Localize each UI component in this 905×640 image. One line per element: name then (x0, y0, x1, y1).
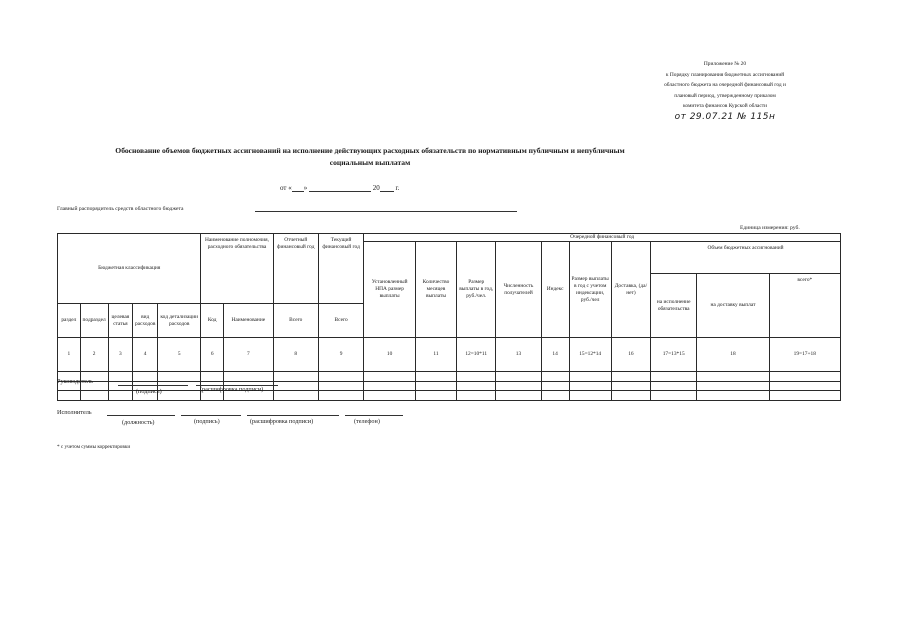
column-number: 4 (133, 338, 158, 372)
header-name: Наименование (224, 304, 274, 338)
header-index: Индекс (541, 242, 569, 338)
column-number: 10 (364, 338, 416, 372)
table-row (58, 372, 841, 382)
header-delivery: Доставка, (да/нет) (611, 242, 650, 338)
header-current-year: Текущий финансовый год (318, 234, 363, 304)
executor-phone-caption: (телефон) (354, 418, 380, 425)
column-number: 1 (58, 338, 81, 372)
column-number: 8 (273, 338, 318, 372)
table-cell[interactable] (415, 391, 456, 401)
unit-label: Единица измерения: руб. (740, 225, 800, 231)
table-header-row (58, 234, 841, 242)
date-suffix: г. (395, 184, 400, 192)
executor-phone-field[interactable] (345, 415, 403, 416)
table-cell[interactable] (697, 381, 769, 391)
column-number: 3 (108, 338, 133, 372)
table-cell[interactable] (769, 372, 840, 382)
table-cell[interactable] (364, 391, 416, 401)
header-payment-year: Размер выплаты в год, руб./чел. (457, 242, 496, 338)
table-cell[interactable] (611, 372, 650, 382)
header-obligation: Наименование полномочия, расходного обязательства (201, 234, 273, 304)
table-cell[interactable] (651, 381, 697, 391)
header-total-alloc: всего* (769, 274, 840, 338)
table-cell[interactable] (541, 372, 569, 382)
header-target: целевая статья (108, 304, 133, 338)
executor-sign-caption: (подпись) (194, 418, 220, 425)
column-number: 17=13*15 (651, 338, 697, 372)
header-total-current: Всего (318, 304, 363, 338)
executor-decode-field[interactable] (247, 415, 339, 416)
executor-position-field[interactable] (107, 415, 175, 416)
table-cell[interactable] (769, 381, 840, 391)
table-cell[interactable] (611, 381, 650, 391)
table-cell[interactable] (273, 391, 318, 401)
header-months: Количество месяцев выплаты (415, 242, 456, 338)
table-cell[interactable] (108, 391, 133, 401)
table-cell[interactable] (273, 381, 318, 391)
column-number: 7 (224, 338, 274, 372)
table-cell[interactable] (201, 372, 224, 382)
document-title: Обоснование объемов бюджетных ассигнований на исполнение действующих расходных обязательств по нормативным публичным и непубличным социальным выплатам (115, 146, 625, 167)
date-day-blank[interactable] (292, 183, 304, 192)
head-sign-field[interactable] (118, 385, 188, 386)
column-number: 2 (80, 338, 108, 372)
header-report-year: Отчетный финансовый год (273, 234, 318, 304)
table-row (58, 391, 841, 401)
column-number: 14 (541, 338, 569, 372)
table-cell[interactable] (318, 381, 363, 391)
head-decode-caption: (расшифровка подписи) (200, 386, 264, 393)
table-cell[interactable] (415, 372, 456, 382)
header-for-delivery: на доставку выплат (697, 274, 769, 338)
table-cell[interactable] (364, 372, 416, 382)
table-cell[interactable] (224, 372, 274, 382)
column-number: 12=10*11 (457, 338, 496, 372)
table-cell[interactable] (651, 391, 697, 401)
executor-sign-field[interactable] (181, 415, 241, 416)
header-for-obligation: на исполнение обязательства (651, 274, 697, 338)
appendix-line: комитета финансов Курской области (683, 103, 767, 110)
footnote: * с учетом суммы корректировки (57, 444, 131, 450)
table-cell[interactable] (364, 381, 416, 391)
executor-decode-caption: (расшифровка подписи) (250, 418, 314, 425)
date-month-blank[interactable] (309, 183, 371, 192)
header-exp-type: вид расходов (133, 304, 158, 338)
table-cell[interactable] (769, 391, 840, 401)
table-cell[interactable] (80, 391, 108, 401)
column-number: 13 (496, 338, 541, 372)
table-cell[interactable] (318, 372, 363, 382)
appendix-line: к Порядку планирования бюджетных ассигнований (665, 71, 785, 78)
head-label: Руководитель (57, 378, 93, 385)
column-number: 19=17+18 (769, 338, 840, 372)
table-cell[interactable] (457, 381, 496, 391)
executor-label: Исполнитель (57, 409, 92, 416)
appendix-line: Приложение № 20 (703, 61, 747, 67)
table-cell[interactable] (158, 391, 201, 401)
column-number: 15=12*14 (569, 338, 611, 372)
table-cell[interactable] (158, 372, 201, 382)
table-cell[interactable] (569, 372, 611, 382)
appendix-block (600, 59, 850, 123)
header-recipients: Численность получателей (496, 242, 541, 338)
table-cell[interactable] (58, 391, 81, 401)
header-podrazdel: подраздел (80, 304, 108, 338)
table-cell[interactable] (541, 391, 569, 401)
header-razdel: раздел (58, 304, 81, 338)
table-cell[interactable] (415, 381, 456, 391)
head-sign-caption: (подпись) (136, 388, 162, 395)
manager-label: Главный распорядитель средств областного бюджета (57, 206, 184, 212)
table-cell[interactable] (496, 372, 541, 382)
table-cell[interactable] (697, 372, 769, 382)
date-prefix: от « (280, 184, 292, 192)
table-cell[interactable] (541, 381, 569, 391)
column-number: 6 (201, 338, 224, 372)
header-budget-class: Бюджетная классификация (58, 234, 201, 304)
table-cell[interactable] (651, 372, 697, 382)
table-cell[interactable] (133, 372, 158, 382)
table-cell[interactable] (318, 391, 363, 401)
header-next-year: Очередной финансовый год (364, 234, 841, 242)
column-number: 5 (158, 338, 201, 372)
manager-field[interactable] (255, 211, 517, 212)
table-cell[interactable] (569, 391, 611, 401)
header-kod: Код (201, 304, 224, 338)
table-cell[interactable] (697, 391, 769, 401)
table-cell[interactable] (457, 372, 496, 382)
appendix-line: плановый период, утвержденному приказом (674, 92, 776, 99)
table-cell[interactable] (496, 381, 541, 391)
table-cell[interactable] (569, 381, 611, 391)
column-number: 11 (415, 338, 456, 372)
header-payment-indexed: Размер выплаты в год с учетом индексации, руб./чел (569, 242, 611, 338)
appendix-order-ref: от 29.07.21 № 115н (674, 111, 776, 122)
column-number-row (58, 338, 841, 372)
column-number: 9 (318, 338, 363, 372)
date-line (280, 183, 399, 192)
header-kod-detail: код детализации расходов (158, 304, 201, 338)
appendix-line: областного бюджета на очередной финансовый год и (664, 82, 786, 89)
column-number: 18 (697, 338, 769, 372)
date-year-prefix: 20 (372, 184, 380, 192)
table-cell[interactable] (496, 391, 541, 401)
header-npa: Установленный НПА размер выплаты (364, 242, 416, 338)
table-cell[interactable] (108, 372, 133, 382)
date-mid: » (303, 184, 308, 192)
header-alloc-volume: Объем бюджетных ассигнований (651, 242, 841, 274)
table-cell[interactable] (457, 391, 496, 401)
executor-position-caption: (должность) (122, 419, 155, 426)
date-year-blank[interactable] (380, 183, 394, 192)
table-cell[interactable] (273, 372, 318, 382)
budget-table (57, 233, 841, 401)
table-cell[interactable] (611, 391, 650, 401)
column-number: 16 (611, 338, 650, 372)
header-total-report: Всего (273, 304, 318, 338)
